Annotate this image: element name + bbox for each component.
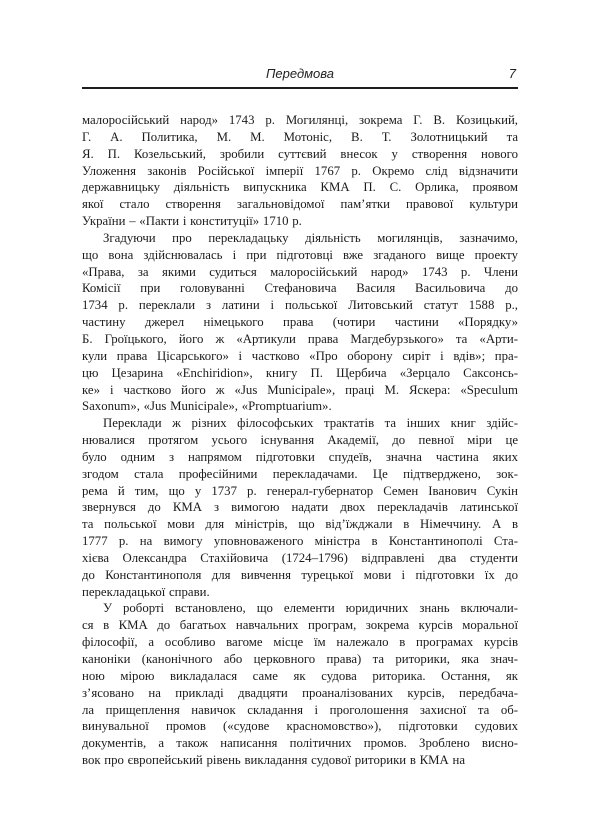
text-line: «Права, за якими судиться малоросійський народ» 1743 р. Члени (82, 264, 518, 279)
text-line: Я. П. Козельський, зробили суттєвий внесок у створення нового (82, 146, 518, 161)
text-line: каноніки (канонічного або церковного права) та риторики, яка знач- (82, 652, 518, 666)
text-line: малоросійський народ» 1743 р. Могилянці, зокрема Г. В. Козицький, (82, 113, 518, 127)
text-line: Г. А. Политика, М. М. Мотоніс, В. Т. Золотницький та (82, 129, 518, 144)
text-line: згодом стала професійними перекладачами. Це підтверджено, зок- (82, 466, 518, 481)
text-line: вок про європейський рівень викладання судової риторики в КМА на (82, 753, 466, 768)
paragraph (82, 415, 518, 600)
text-line: У роборті встановлено, що елементи юридичних знань включали- (103, 601, 518, 616)
text-line: Saxonum», «Jus Municipale», «Promptuarium». (82, 399, 332, 414)
page-number: 7 (508, 66, 516, 81)
text-line: винувальної промов («судове красномовство»), підготовки судових (82, 719, 518, 734)
page-header (82, 66, 518, 85)
text-line: Згадуючи про перекладацьку діяльність могилянців, зазначимо, (103, 230, 518, 245)
text-line: що вона здійснювалась і при підготовці вже згаданого вище проекту (82, 247, 518, 262)
text-line: ся в КМА до багатьох навчальних програм, зокрема курсів моральної (82, 618, 518, 633)
text-line: України – «Пакти і конституції» 1710 р. (82, 214, 302, 229)
text-line: нювалися протягом усього існування Академії, до певної міри це (82, 433, 518, 448)
text-line: хієва Олександра Стахійовича (1724–1796) відправлені два студенти (82, 550, 518, 565)
text-line: з’ясовано на прикладі двадцяти проаналізованих курсів, передбача- (82, 685, 518, 700)
text-line: 1777 р. на вимогу уповноваженого міністра в Константинополі Ста- (82, 534, 518, 549)
running-head-title: Передмова (265, 66, 335, 81)
paragraph (82, 230, 518, 415)
text-line: звернувся до КМА з вимогою надати двох перекладачів латинської (82, 500, 518, 515)
text-line: до Константинополя для вивчення турецької мови і підготовки їх до (82, 567, 518, 582)
text-line: ною мірою викладалася саме як судова риторика. Остання, як (82, 668, 518, 683)
text-line: було одним з напрямом підготовки спудеїв, значна частина яких (82, 449, 518, 464)
text-line: якої стало створення загальновідомої пам’ятки правової культури (82, 197, 518, 212)
paragraph (82, 112, 518, 230)
text-line: Комісії при головуванні Стефановича Василя Васильовича до (82, 281, 518, 296)
text-line: документів, а також написання політичних промов. Зроблено висно- (82, 736, 518, 751)
text-line: філософії, а особливо вагоме місце їм належало в програмах курсів (82, 635, 518, 650)
text-line: ла прищеплення навичок складання і проголошення захисної та об- (82, 702, 518, 717)
text-line: Уложення законів Російської імперії 1767 р. Окремо слід відзначити (82, 163, 518, 178)
text-line: Б. Гроїцького, його ж «Артикули права Магдебурзького» та «Арти- (82, 331, 518, 346)
paragraph (82, 600, 518, 768)
text-line: Переклади ж різних філософських трактатів та інших книг здійс- (103, 416, 518, 431)
body-text (82, 112, 518, 769)
text-line: перекладацької справи. (82, 584, 210, 599)
text-line: та польської мови для міністрів, що від’їжджали в Німеччину. А в (82, 517, 518, 532)
text-line: кули права Цісарського» і частково «Про оборону сиріт і вдів»; пра- (82, 348, 518, 363)
header-rule (82, 87, 518, 89)
text-line: державницьку діяльність випускника КМА П. С. Орлика, проявом (82, 180, 518, 195)
text-line: рема й тим, що у 1737 р. генерал-губернатор Семен Іванович Сукін (82, 483, 518, 498)
text-line: цю Цезарина «Enchiridion», книгу П. Щербича «Зерцало Саксонсь- (82, 365, 518, 380)
text-line: частину джерел німецького права (чотири частини «Порядку» (82, 315, 518, 330)
text-line: 1734 р. переклали з латини і польської Литовський статут 1588 р., (82, 298, 518, 313)
text-line: ке» і частково його ж «Jus Municipale», праці М. Яскера: «Speculum (82, 382, 518, 397)
